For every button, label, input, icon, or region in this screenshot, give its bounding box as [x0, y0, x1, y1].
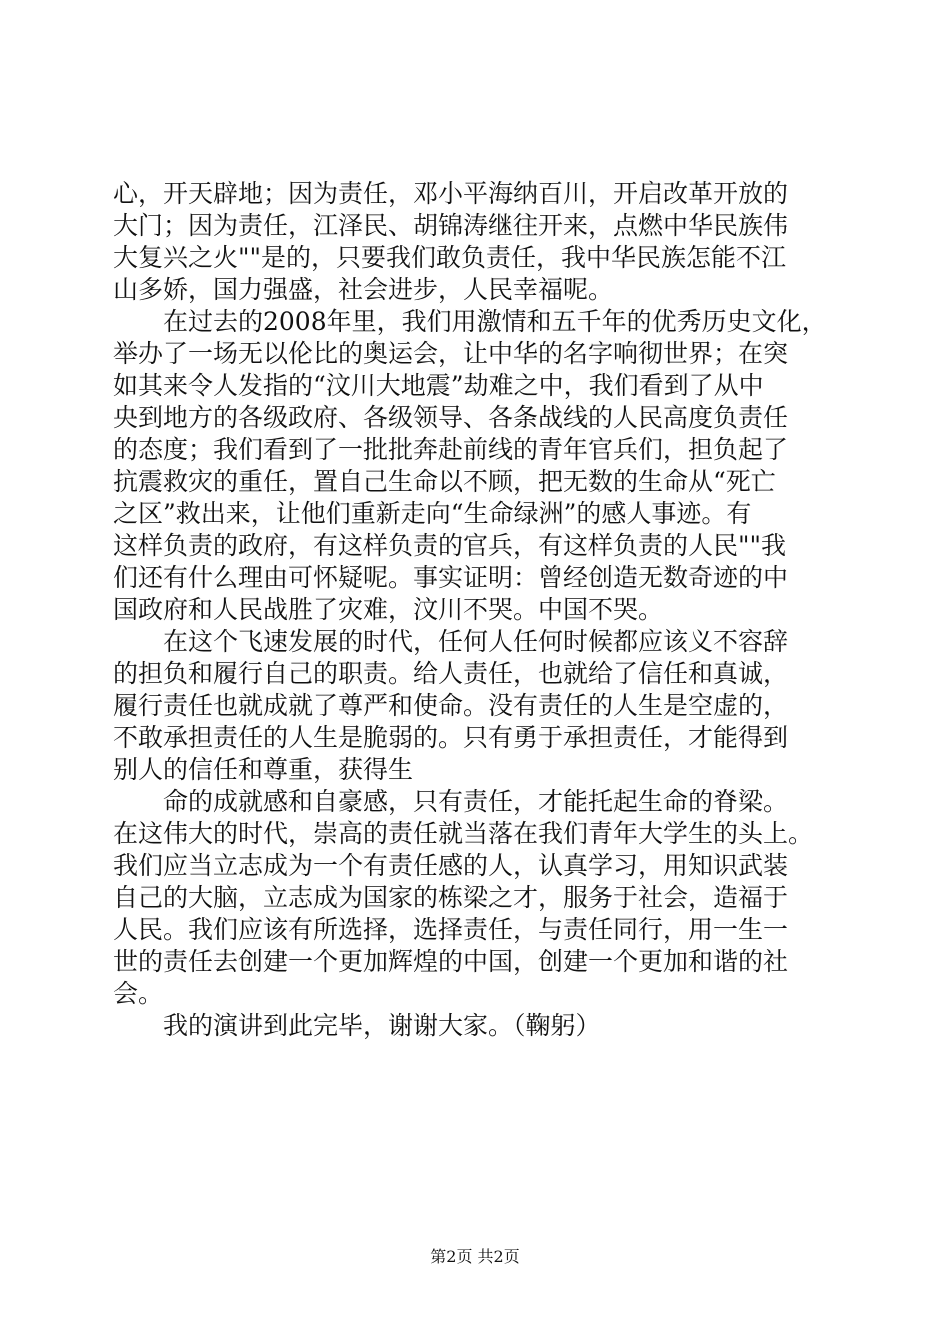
text-line: 命的成就感和自豪感，只有责任，才能托起生命的脊梁。	[113, 787, 789, 816]
text-line: 大复兴之火""是的，只要我们敢负责任，我中华民族怎能不江	[113, 243, 787, 272]
speech-body	[113, 178, 839, 1042]
text-line: 在这个飞速发展的时代，任何人任何时候都应该义不容辞	[113, 627, 789, 656]
text-line: 自己的大脑，立志成为国家的栋梁之才，服务于社会，造福于	[113, 883, 789, 912]
text-line: 别人的信任和尊重，获得生	[113, 755, 414, 784]
text-line: 的担负和履行自己的职责。给人责任，也就给了信任和真诚，	[113, 659, 789, 688]
text-line: 山多娇，国力强盛，社会进步，人民幸福呢。	[113, 275, 614, 304]
text-line: 们还有什么理由可怀疑呢。事实证明：曾经创造无数奇迹的中	[113, 563, 789, 592]
text-line: 世的责任去创建一个更加辉煌的中国，创建一个更加和谐的社	[113, 947, 789, 976]
text-line: 不敢承担责任的人生是脆弱的。只有勇于承担责任，才能得到	[113, 723, 789, 752]
text-line: 举办了一场无以伦比的奥运会，让中华的名字响彻世界；在突	[113, 339, 789, 368]
text-line: 如其来令人发指的“汶川大地震”劫难之中，我们看到了从中	[113, 371, 764, 400]
text-line: 履行责任也就成就了尊严和使命。没有责任的人生是空虚的，	[113, 691, 789, 720]
text-line: 会。	[113, 979, 164, 1008]
text-line: 我们应当立志成为一个有责任感的人，认真学习，用知识武装	[113, 851, 789, 880]
text-line: 我的演讲到此完毕，谢谢大家。（鞠躬）	[113, 1011, 601, 1040]
text-line: 心，开天辟地；因为责任，邓小平海纳百川，开启改革开放的	[113, 179, 789, 208]
text-line: 的态度；我们看到了一批批奔赴前线的青年官兵们，担负起了	[113, 435, 789, 464]
page-number-footer: 第2页 共2页	[430, 1247, 520, 1266]
text-line: 之区”救出来，让他们重新走向“生命绿洲”的感人事迹。有	[113, 499, 752, 528]
text-line: 央到地方的各级政府、各级领导、各条战线的人民高度负责任	[113, 403, 789, 432]
text-line: 国政府和人民战胜了灾难，汶川不哭。中国不哭。	[113, 595, 664, 624]
text-line: 抗震救灾的重任，置自己生命以不顾，把无数的生命从“死亡	[113, 467, 776, 496]
text-line: 大门；因为责任，江泽民、胡锦涛继往开来，点燃中华民族伟	[113, 211, 789, 240]
text-line: 在过去的2008年里，我们用激情和五千年的优秀历史文化，	[113, 307, 827, 336]
text-line: 人民。我们应该有所选择，选择责任，与责任同行，用一生一	[113, 915, 789, 944]
text-line: 这样负责的政府，有这样负责的官兵，有这样负责的人民""我	[113, 531, 787, 560]
text-line: 在这伟大的时代，崇高的责任就当落在我们青年大学生的头上。	[113, 819, 814, 848]
